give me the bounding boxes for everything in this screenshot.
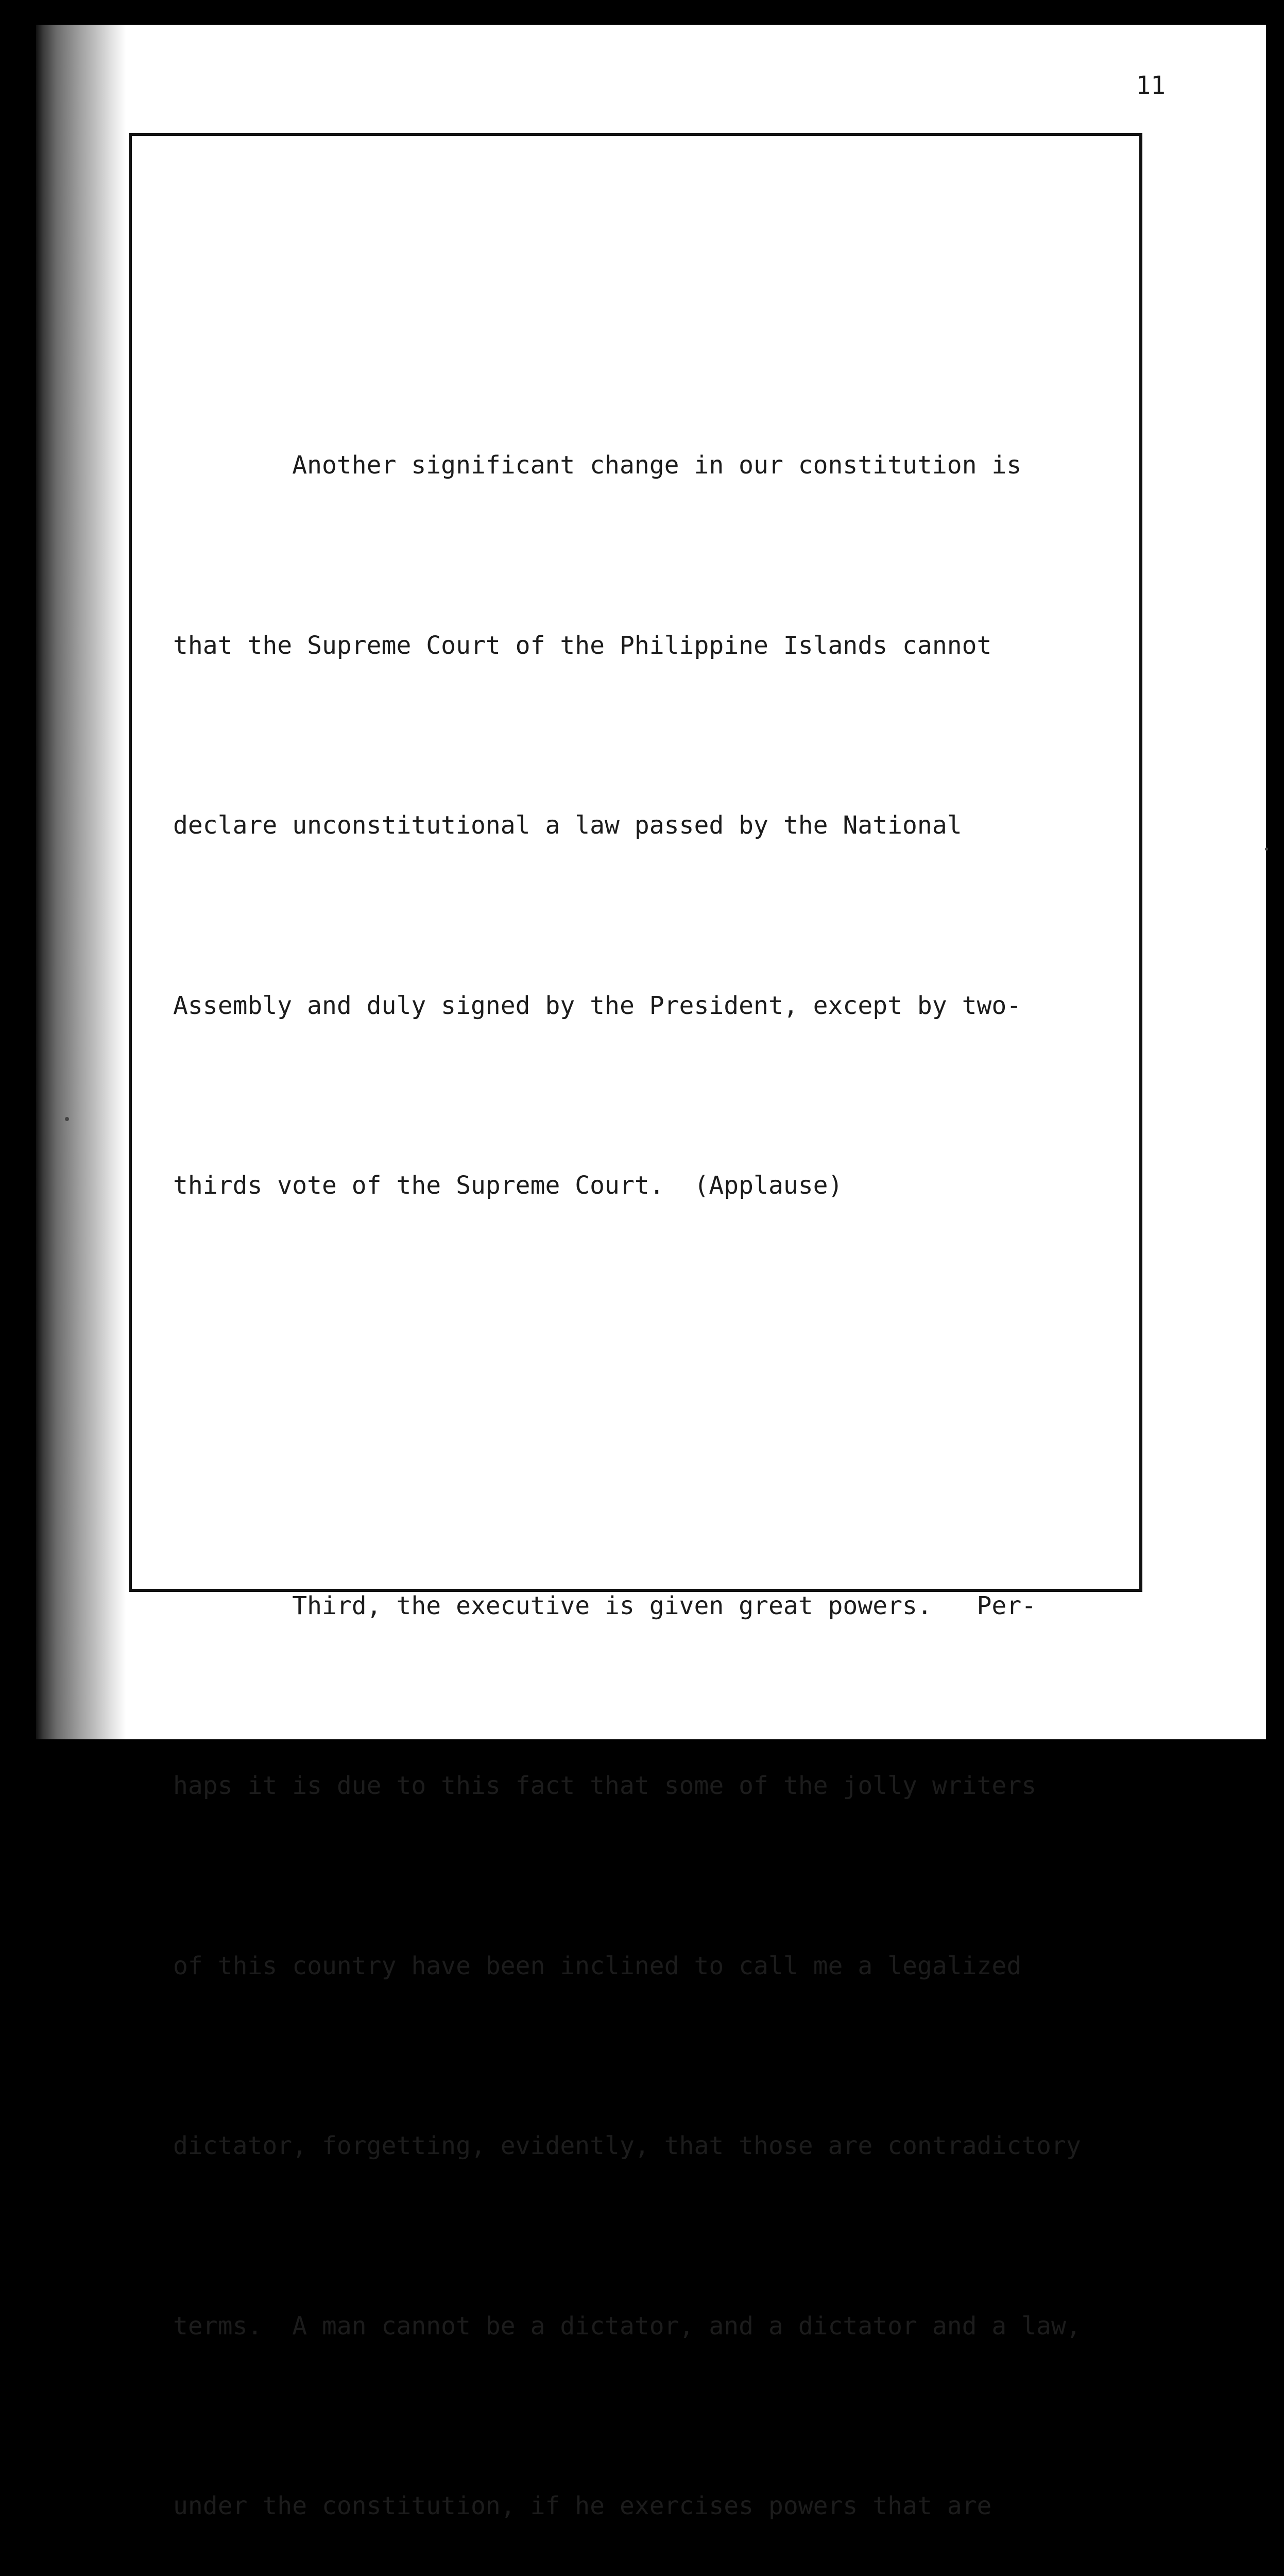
binding-shadow (36, 25, 126, 1739)
scan-speck (1265, 848, 1268, 851)
text-border-box (129, 133, 1142, 1592)
scan-speck (65, 1117, 69, 1121)
text-line: of this country have been inclined to call me a legalized (173, 1936, 1141, 1996)
text-line: Another significant change in our constitution is (173, 435, 1141, 496)
text-line: that the Supreme Court of the Philippine Islands cannot (173, 616, 1141, 676)
text-line: Assembly and duly signed by the President, except by two- (173, 976, 1141, 1036)
paragraph-2 (173, 1456, 1141, 2576)
text-line: terms. A man cannot be a dictator, and a dictator and a law, (173, 2296, 1141, 2357)
text-line: under the constitution, if he exercises powers that are (173, 2476, 1141, 2536)
text-line: haps it is due to this fact that some of the jolly writers (173, 1756, 1141, 1816)
paragraph-1 (173, 315, 1141, 1336)
text-line: declare unconstitutional a law passed by the National (173, 795, 1141, 856)
text-line: Third, the executive is given great powers. Per- (173, 1576, 1141, 1636)
page-right-edge (1266, 25, 1284, 1739)
text-line: dictator, forgetting, evidently, that those are contradictory (173, 2116, 1141, 2176)
body-text (173, 195, 1141, 2576)
page-number: 11 (1136, 71, 1166, 100)
text-line: thirds vote of the Supreme Court. (Applause) (173, 1156, 1141, 1216)
